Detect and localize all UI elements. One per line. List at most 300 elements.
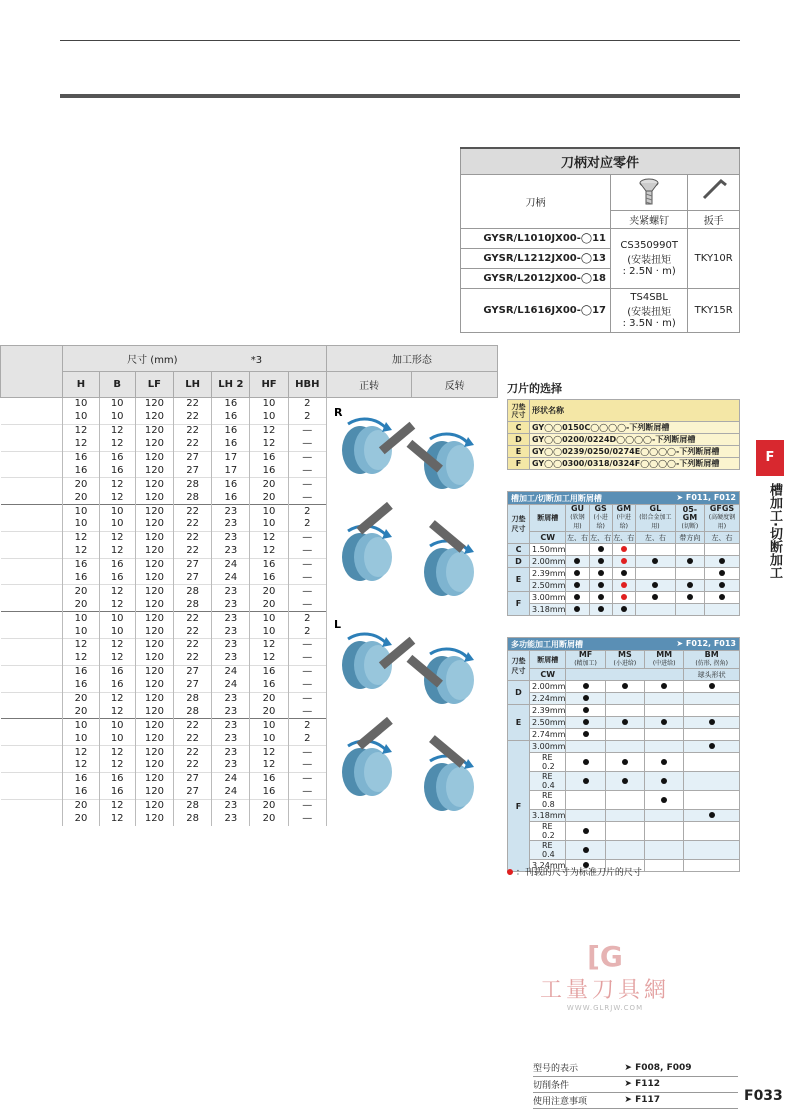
col-lh2: LH 2 — [212, 372, 250, 398]
screw-spec-1: CS350990T (安装扭矩 : 2.5N · m) — [611, 228, 688, 288]
cell: 27 — [174, 558, 212, 571]
cell: 10 — [99, 518, 135, 531]
available-dot-icon — [622, 759, 628, 765]
cell: 120 — [135, 665, 173, 678]
insert-selection-title: 刀片的选择 — [507, 382, 562, 395]
section-tab[interactable]: F — [756, 440, 784, 476]
cell: 27 — [174, 464, 212, 477]
cell: 16 — [250, 464, 288, 477]
table-row: 3.18mm — [508, 810, 740, 822]
cell: 12 — [99, 813, 135, 826]
table-row: 2.74mm — [508, 729, 740, 741]
cell: — — [288, 759, 326, 772]
cell: 23 — [212, 518, 250, 531]
cell: 23 — [212, 719, 250, 732]
cell: 2 — [288, 411, 326, 424]
col-forward: 正转 — [326, 372, 412, 398]
cell: 23 — [212, 625, 250, 638]
cell: 16 — [63, 665, 99, 678]
table-row: 2.50mm — [508, 580, 740, 592]
cell: 28 — [174, 478, 212, 491]
cell: 20 — [63, 585, 99, 598]
cell: — — [288, 572, 326, 585]
cell: 17 — [212, 464, 250, 477]
cell: 12 — [63, 639, 99, 652]
cell: 24 — [212, 665, 250, 678]
table-row: 3.18mm — [508, 604, 740, 616]
cell: 20 — [250, 705, 288, 718]
available-dot-icon — [583, 847, 589, 853]
cell: 22 — [174, 505, 212, 518]
cell: 12 — [99, 585, 135, 598]
available-dot-icon — [598, 606, 604, 612]
cell: 120 — [135, 491, 173, 504]
groove-title: 槽加工/切断加工用断屑槽 ➤ F011, F012 — [508, 492, 740, 505]
cell: 120 — [135, 719, 173, 732]
table-row: 3.24mm — [508, 860, 740, 872]
available-dot-icon — [652, 582, 658, 588]
cell: 22 — [174, 531, 212, 544]
available-dot-icon — [583, 683, 589, 689]
cell: 16 — [63, 679, 99, 692]
available-dot-icon — [719, 582, 725, 588]
cell: 12 — [63, 438, 99, 451]
cell: 16 — [99, 679, 135, 692]
cell: 12 — [99, 639, 135, 652]
table-row: RE 0.4 — [508, 841, 740, 860]
cell: 23 — [212, 732, 250, 745]
cell: — — [288, 585, 326, 598]
wrench-label: 扳手 — [688, 210, 740, 228]
cell: 16 — [99, 451, 135, 464]
cell: 16 — [250, 558, 288, 571]
cell: 24 — [212, 679, 250, 692]
cell: 16 — [63, 451, 99, 464]
label-r: R — [334, 406, 343, 419]
cell: 10 — [63, 411, 99, 424]
size-header: 刀垫 尺寸 — [508, 400, 530, 422]
holder-model: GYSR/L2012JX00-◯18 — [461, 268, 611, 288]
cell: 20 — [63, 799, 99, 812]
cell: 120 — [135, 411, 173, 424]
cell: 22 — [174, 732, 212, 745]
table-row: F 3.00mm — [508, 592, 740, 604]
cell: 23 — [212, 505, 250, 518]
cell: 22 — [174, 398, 212, 411]
table-row: C 1.50mm — [508, 544, 740, 556]
watermark-url: WWW.GLRJW.COM — [566, 1004, 644, 1012]
cell: 16 — [99, 772, 135, 785]
cell: — — [288, 545, 326, 558]
shape-row: C GY◯◯0150C◯◯◯◯-下列断屑槽 — [508, 422, 740, 434]
cell: 120 — [135, 612, 173, 625]
cell: 120 — [135, 625, 173, 638]
col-reverse: 反转 — [412, 372, 498, 398]
available-dot-icon — [661, 778, 667, 784]
cell: 22 — [174, 639, 212, 652]
shape-row: D GY◯◯0200/0224D◯◯◯◯-下列断屑槽 — [508, 434, 740, 446]
cell: — — [288, 746, 326, 759]
standard-dot-icon — [621, 558, 627, 564]
wrench-spec-2: TKY15R — [688, 288, 740, 332]
cell: — — [288, 438, 326, 451]
shape-row: F GY◯◯0300/0318/0324F◯◯◯◯-下列断屑槽 — [508, 458, 740, 470]
section-tab-title: 槽加工·切断加工 — [767, 483, 782, 579]
cell: 27 — [174, 679, 212, 692]
cell: 27 — [174, 786, 212, 799]
workpiece-icon — [342, 717, 393, 796]
cell: — — [288, 799, 326, 812]
cell: 20 — [250, 491, 288, 504]
cell: 120 — [135, 451, 173, 464]
cell: 28 — [174, 813, 212, 826]
cell: 10 — [63, 398, 99, 411]
cell: 10 — [63, 625, 99, 638]
wrench-icon — [688, 174, 740, 210]
available-dot-icon — [622, 683, 628, 689]
cell: 22 — [174, 652, 212, 665]
cell: 2 — [288, 625, 326, 638]
cell: 10 — [63, 518, 99, 531]
cell: 28 — [174, 799, 212, 812]
cell: 120 — [135, 652, 173, 665]
cell: 16 — [212, 438, 250, 451]
cell: 22 — [174, 625, 212, 638]
cell: 120 — [135, 478, 173, 491]
cell: 12 — [99, 545, 135, 558]
ref-link[interactable]: ➤ F117 — [624, 1092, 738, 1108]
cell: 23 — [212, 545, 250, 558]
cell: 23 — [212, 652, 250, 665]
cell: 20 — [250, 478, 288, 491]
cell: 120 — [135, 772, 173, 785]
cell: 12 — [63, 531, 99, 544]
label-l: L — [334, 618, 342, 631]
cell: — — [288, 786, 326, 799]
top-rule — [60, 40, 740, 41]
cell: 20 — [63, 598, 99, 611]
cell: — — [288, 679, 326, 692]
cell: 120 — [135, 585, 173, 598]
cell: 27 — [174, 572, 212, 585]
workpiece-icon — [424, 735, 474, 811]
cell: 27 — [174, 451, 212, 464]
cell: 12 — [63, 424, 99, 437]
cell: 120 — [135, 572, 173, 585]
workpiece-icon — [342, 419, 415, 474]
cell: 12 — [250, 652, 288, 665]
cell: 120 — [135, 545, 173, 558]
cell: 120 — [135, 786, 173, 799]
table-row: RE 0.2 — [508, 822, 740, 841]
cell: 2 — [288, 398, 326, 411]
watermark — [535, 940, 675, 1012]
cell: 120 — [135, 759, 173, 772]
cell: 16 — [63, 464, 99, 477]
cell: 10 — [250, 625, 288, 638]
cell: 16 — [250, 451, 288, 464]
cell: 120 — [135, 398, 173, 411]
cell: 10 — [99, 398, 135, 411]
cell: 120 — [135, 598, 173, 611]
col-h: H — [63, 372, 99, 398]
holder-label: 刀柄 — [461, 174, 611, 228]
available-dot-icon — [622, 719, 628, 725]
watermark-text: 工量刀具網 — [539, 978, 670, 1003]
cell: — — [288, 451, 326, 464]
col-hbh: HBH — [288, 372, 326, 398]
standard-size-note: ：刊载的尺寸为标准刀片的尺寸 — [507, 865, 642, 878]
col-b: B — [99, 372, 135, 398]
cell: 23 — [212, 531, 250, 544]
cell: — — [288, 665, 326, 678]
col-hf: HF — [250, 372, 288, 398]
cell: 16 — [212, 398, 250, 411]
cell: 16 — [250, 665, 288, 678]
cell: 12 — [99, 746, 135, 759]
available-dot-icon — [583, 719, 589, 725]
cell: 22 — [174, 518, 212, 531]
cell: 23 — [212, 585, 250, 598]
cell: 10 — [250, 732, 288, 745]
cell: — — [288, 652, 326, 665]
cell: — — [288, 478, 326, 491]
shape-header: 形状名称 — [530, 400, 740, 422]
workpiece-icon — [342, 502, 393, 581]
cell: 2 — [288, 719, 326, 732]
cell: 2 — [288, 732, 326, 745]
cell: 12 — [250, 438, 288, 451]
cell: 20 — [63, 692, 99, 705]
col-lh: LH — [174, 372, 212, 398]
cell: 28 — [174, 585, 212, 598]
blank-header — [1, 346, 63, 398]
insert-shape-table — [507, 399, 740, 470]
cell: 23 — [212, 705, 250, 718]
cell: 12 — [63, 759, 99, 772]
cell: 28 — [174, 692, 212, 705]
available-dot-icon — [583, 759, 589, 765]
cell: 22 — [174, 424, 212, 437]
cell: 120 — [135, 464, 173, 477]
ref-link[interactable]: ➤ F008, F009 — [624, 1060, 738, 1076]
multi-breaker-table: 多功能加工用断屑槽 ➤ F012, F013 刀垫 尺寸 断屑槽 MF (精加工) MS (小进给) MM (中进给) BM (仿形, 拐角) CW 球头形状 D 2.00mm 2.24mm E 2.39mm 2.50mm 2.74mm F 3.00mm RE 0.2 RE 0.4 RE 0.8 3.18mm RE 0.2 RE 0.4 3.24mm — [507, 637, 740, 872]
available-dot-icon — [598, 570, 604, 576]
cell: 16 — [63, 772, 99, 785]
cell: — — [288, 424, 326, 437]
cell: 10 — [63, 732, 99, 745]
cell: 20 — [250, 598, 288, 611]
cell: 12 — [250, 746, 288, 759]
available-dot-icon — [719, 570, 725, 576]
cell: 10 — [63, 612, 99, 625]
cell: 16 — [212, 478, 250, 491]
cell: 10 — [250, 411, 288, 424]
table-row: RE 0.2 — [508, 753, 740, 772]
table-row: F 3.00mm — [508, 741, 740, 753]
screw-spec-2: TS4SBL (安装扭矩 : 3.5N · m) — [611, 288, 688, 332]
cell: 22 — [174, 612, 212, 625]
parts-title: 刀柄对应零件 — [461, 148, 740, 174]
holder-parts-table — [460, 147, 740, 333]
cell: 23 — [212, 598, 250, 611]
cell: 16 — [212, 424, 250, 437]
cell: 17 — [212, 451, 250, 464]
cell: 10 — [99, 732, 135, 745]
cell: 16 — [250, 786, 288, 799]
cell: 12 — [99, 424, 135, 437]
wrench-spec-1: TKY10R — [688, 228, 740, 288]
groove-breaker-table: 槽加工/切断加工用断屑槽 ➤ F011, F012 刀垫 尺寸 断屑槽 GU (软钢用) GS (小进给) GM (中进给) GL (铝合金加工用) 05-GM (切断) GFGS (高硬度钢用) CW 左、右 左、右 左、右 左、右 带方向 左、右 C 1.50mm D 2.00mm E 2.39mm 2.50mm F 3.00mm 3.18mm — [507, 491, 740, 616]
cell: 23 — [212, 639, 250, 652]
cell: 24 — [212, 572, 250, 585]
available-dot-icon — [621, 570, 627, 576]
cell: 12 — [250, 545, 288, 558]
cell: 12 — [250, 639, 288, 652]
cell: 120 — [135, 679, 173, 692]
cell: 10 — [63, 719, 99, 732]
screw-icon — [611, 174, 688, 210]
cell: 120 — [135, 518, 173, 531]
available-dot-icon — [652, 558, 658, 564]
watermark-logo: [G — [587, 940, 623, 973]
cell: 20 — [250, 585, 288, 598]
cell: 120 — [135, 705, 173, 718]
cell: 12 — [63, 746, 99, 759]
page-number: F033 — [744, 1088, 783, 1104]
available-dot-icon — [574, 582, 580, 588]
cell: 16 — [250, 572, 288, 585]
cell: 20 — [63, 705, 99, 718]
machining-illustrations — [328, 400, 498, 820]
multi-title: 多功能加工用断屑槽 ➤ F012, F013 — [508, 638, 740, 651]
cell: 10 — [250, 398, 288, 411]
cell: 22 — [174, 545, 212, 558]
cell: 120 — [135, 799, 173, 812]
cell: 12 — [250, 531, 288, 544]
available-dot-icon — [687, 594, 693, 600]
cell: 22 — [174, 759, 212, 772]
cell: 120 — [135, 639, 173, 652]
cell: 27 — [174, 665, 212, 678]
cell: 12 — [99, 598, 135, 611]
cell: 16 — [63, 786, 99, 799]
table-row: 2.50mm — [508, 717, 740, 729]
table-row: E 2.39mm — [508, 705, 740, 717]
cell: 12 — [250, 424, 288, 437]
cell: 12 — [99, 438, 135, 451]
cell: 2 — [288, 612, 326, 625]
available-dot-icon — [574, 570, 580, 576]
header-rule — [60, 94, 740, 98]
cell: 120 — [135, 424, 173, 437]
table-row: 2.24mm — [508, 693, 740, 705]
available-dot-icon — [652, 594, 658, 600]
available-dot-icon — [661, 719, 667, 725]
cell: 120 — [135, 813, 173, 826]
cell: 20 — [63, 491, 99, 504]
cell: 120 — [135, 531, 173, 544]
cell: 22 — [174, 438, 212, 451]
cell: 20 — [63, 478, 99, 491]
holder-model: GYSR/L1212JX00-◯13 — [461, 248, 611, 268]
cell: 22 — [174, 719, 212, 732]
cell: 12 — [99, 705, 135, 718]
cell: 10 — [250, 505, 288, 518]
cell: 22 — [174, 746, 212, 759]
cell: 16 — [250, 679, 288, 692]
available-dot-icon — [709, 812, 715, 818]
cell: — — [288, 705, 326, 718]
red-dot-icon — [507, 869, 513, 875]
cell: 20 — [250, 813, 288, 826]
cell: 120 — [135, 558, 173, 571]
cell: 22 — [174, 411, 212, 424]
cell: 2 — [288, 518, 326, 531]
available-dot-icon — [598, 582, 604, 588]
cell: 16 — [99, 572, 135, 585]
available-dot-icon — [583, 695, 589, 701]
cell: 120 — [135, 438, 173, 451]
cell: 16 — [250, 772, 288, 785]
available-dot-icon — [583, 731, 589, 737]
cell: 10 — [99, 719, 135, 732]
cell: 23 — [212, 612, 250, 625]
cell: 16 — [212, 411, 250, 424]
cell: 20 — [63, 813, 99, 826]
cell: 28 — [174, 491, 212, 504]
cell: 12 — [250, 759, 288, 772]
cell: 23 — [212, 746, 250, 759]
available-dot-icon — [574, 594, 580, 600]
available-dot-icon — [709, 743, 715, 749]
cell: 12 — [99, 478, 135, 491]
cell: 16 — [63, 558, 99, 571]
available-dot-icon — [687, 582, 693, 588]
cell: 20 — [250, 799, 288, 812]
cell: 16 — [99, 665, 135, 678]
available-dot-icon — [583, 778, 589, 784]
cell: 12 — [99, 491, 135, 504]
cell: 2 — [288, 505, 326, 518]
available-dot-icon — [661, 797, 667, 803]
cell: 20 — [250, 692, 288, 705]
cell: 10 — [99, 505, 135, 518]
machining-header: 加工形态 — [326, 346, 497, 372]
col-lf: LF — [135, 372, 173, 398]
cell: 23 — [212, 759, 250, 772]
cell: 16 — [99, 558, 135, 571]
available-dot-icon — [598, 594, 604, 600]
standard-dot-icon — [621, 594, 627, 600]
available-dot-icon — [719, 594, 725, 600]
cell: 16 — [99, 786, 135, 799]
cell: 12 — [99, 759, 135, 772]
cell: 12 — [63, 545, 99, 558]
cell: — — [288, 491, 326, 504]
cell: 120 — [135, 746, 173, 759]
cell: — — [288, 558, 326, 571]
cell: 120 — [135, 732, 173, 745]
cell: — — [288, 598, 326, 611]
available-dot-icon — [661, 759, 667, 765]
standard-dot-icon — [621, 582, 627, 588]
reference-links: 型号的表示 ➤ F008, F009 切削条件 ➤ F112 使用注意事项 ➤ F117 — [533, 1060, 738, 1109]
cell: 23 — [212, 692, 250, 705]
ref-link[interactable]: ➤ F112 — [624, 1076, 738, 1092]
table-row: D 2.00mm — [508, 681, 740, 693]
workpiece-icon — [342, 634, 415, 689]
